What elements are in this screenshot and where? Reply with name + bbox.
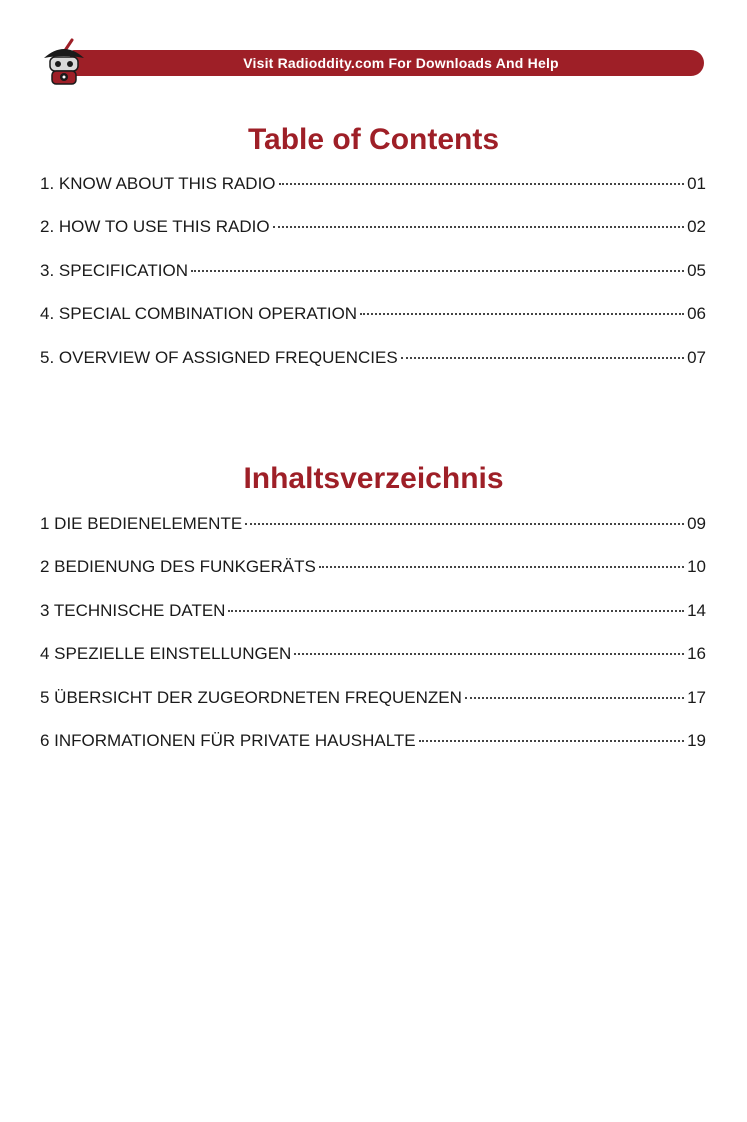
toc-entry-label: 1. KNOW ABOUT THIS RADIO (40, 174, 276, 193)
radio-mascot-logo (40, 38, 88, 86)
toc-entry-page: 19 (687, 730, 706, 750)
dot-leader (465, 697, 684, 699)
toc-entry-page: 06 (687, 304, 706, 324)
toc-entry-label: 5 ÜBERSICHT DER ZUGEORDNETEN FREQUENZEN (40, 687, 462, 707)
english-toc-title: Table of Contents (247, 123, 500, 156)
toc-entry[interactable] (40, 174, 706, 217)
toc-entry[interactable] (40, 644, 706, 687)
dot-leader (245, 523, 684, 525)
dot-leader (294, 653, 684, 655)
toc-entry[interactable] (40, 688, 706, 731)
dot-leader (273, 226, 685, 228)
toc-entry-label: 3. SPECIFICATION (40, 260, 188, 280)
toc-entry-label: 5. OVERVIEW OF ASSIGNED FREQUENCIES (40, 347, 398, 367)
toc-entry-page: 05 (687, 260, 706, 280)
toc-entry-label: 1 DIE BEDIENELEMENTE (40, 514, 243, 533)
help-banner (70, 50, 704, 76)
dot-leader (419, 740, 684, 742)
dot-leader (279, 183, 685, 185)
dot-leader (360, 313, 684, 315)
toc-entry[interactable] (40, 731, 706, 774)
toc-entry[interactable] (40, 217, 706, 260)
toc-entry-label: 2. HOW TO USE THIS RADIO (40, 217, 270, 237)
toc-entry-page: 10 (687, 557, 706, 577)
toc-entry-page: 02 (687, 217, 706, 237)
dot-leader (401, 357, 684, 359)
toc-entry[interactable] (40, 514, 706, 557)
toc-entry[interactable] (40, 557, 706, 600)
toc-entry[interactable] (40, 601, 706, 644)
toc-entry-page: 07 (687, 347, 706, 367)
page-header (40, 38, 705, 86)
toc-entry-label: 6 INFORMATIONEN FÜR PRIVATE HAUSHALTE (40, 730, 416, 750)
dot-leader (191, 270, 684, 272)
toc-entry-page: 14 (687, 600, 706, 620)
english-toc-list (40, 174, 706, 391)
toc-entry-page: 16 (687, 644, 706, 664)
german-toc-title: Inhaltsverzeichnis (243, 462, 504, 495)
toc-entry-page: 17 (687, 687, 706, 707)
toc-entry-page: 09 (687, 514, 706, 533)
toc-entry-label: 2 BEDIENUNG DES FUNKGERÄTS (40, 557, 316, 577)
dot-leader (228, 610, 684, 612)
dot-leader (319, 566, 684, 568)
toc-entry[interactable] (40, 348, 706, 391)
toc-entry[interactable] (40, 304, 706, 347)
banner-text: Visit Radioddity.com For Downloads And Help (243, 55, 559, 71)
toc-entry-label: 3 TECHNISCHE DATEN (40, 600, 226, 620)
toc-entry[interactable] (40, 261, 706, 304)
toc-entry-label: 4. SPECIAL COMBINATION OPERATION (40, 304, 358, 324)
toc-entry-page: 01 (687, 174, 706, 193)
german-toc-list (40, 514, 706, 774)
toc-entry-label: 4 SPEZIELLE EINSTELLUNGEN (40, 644, 292, 664)
